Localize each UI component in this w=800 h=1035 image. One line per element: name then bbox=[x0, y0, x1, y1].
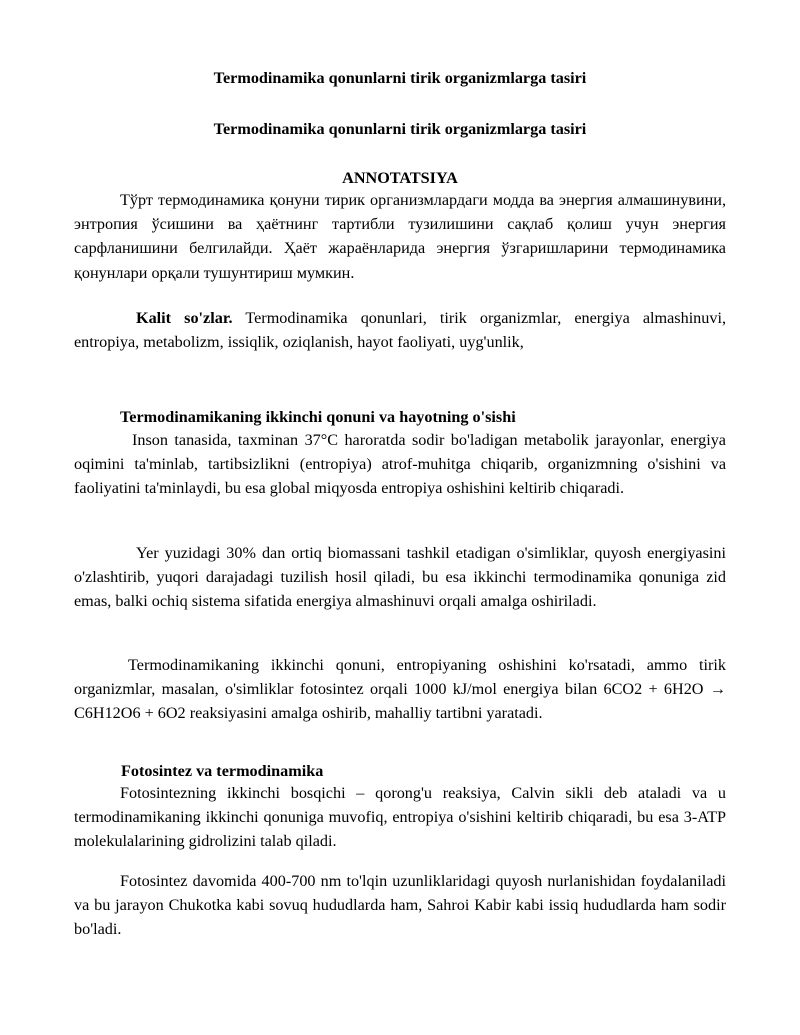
section-2-paragraph-2: Fotosintez davomida 400-700 nm to'lqin uzunliklaridagi quyosh nurlanishidan foydalaniladi va bu jarayon Chukotka kabi sovuq hududlarda ham, Sahroi Kabir kabi issiq hududlarda ham sodir bo'ladi. bbox=[74, 872, 726, 939]
keywords-label: Kalit so'zlar. bbox=[136, 309, 233, 327]
annotation-paragraph: Тўрт термодинамика қонуни тирик организмлардаги модда ва энергия алмашинувини, энтропия ўсишини ва ҳаётнинг тартибли тузилишини сақлаб қолиш учун энергия сарфланишини белгилайди. Ҳаёт жараёнларида энергия ўзгаришларини термодинамика қонунлари орқали тушунтириш мумкин. bbox=[74, 191, 726, 282]
section-1-paragraph-3: Termodinamikaning ikkinchi qonuni, entropiyaning oshishini ko'rsatadi, ammo tirik organizmlar, masalan, o'simliklar fotosintez orqali 1000 kJ/mol energiya bilan 6CO2 + 6H2O → C6H12O6 + 6O2 reaksiyasini amalga oshirib, mahalliy tartibni yaratadi. bbox=[74, 656, 726, 723]
section-heading-second-law: Termodinamikaning ikkinchi qonuni va hayotning o'sishi bbox=[120, 408, 516, 426]
document-title: Termodinamika qonunlarni tirik organizmlarga tasiri bbox=[213, 69, 587, 87]
section-2-paragraph-1: Fotosintezning ikkinchi bosqichi – qorong'u reaksiya, Calvin sikli deb ataladi va u termodinamikaning ikkinchi qonuniga muvofiq, entropiya o'sishini keltirib chiqaradi, bu esa 3-ATP molekulalarining gidrolizini talab qiladi. bbox=[74, 784, 726, 851]
document-subtitle: Termodinamika qonunlarni tirik organizmlarga tasiri bbox=[213, 120, 587, 138]
section-1-paragraph-2: Yer yuzidagi 30% dan ortiq biomassani tashkil etadigan o'simliklar, quyosh energiyasini o'zlashtirib, yuqori darajadagi tuzilish hosil qiladi, bu esa ikkinchi termodinamika qonuniga zid emas, balki ochiq sistema sifatida energiya almashinuvi orqali amalga oshiriladi. bbox=[74, 544, 726, 611]
keywords-text: Termodinamika qonunlari, tirik organizmlar, energiya almashinuvi, entropiya, metabolizm, issiqlik, oziqlanish, hayot faoliyati, uyg'unlik, bbox=[74, 309, 727, 352]
keywords-paragraph bbox=[74, 306, 726, 354]
section-heading-photosynthesis: Fotosintez va termodinamika bbox=[121, 762, 324, 780]
annotation-heading: ANNOTATSIYA bbox=[342, 169, 458, 187]
section-1-paragraph-1: Inson tanasida, taxminan 37°C haroratda sodir bo'ladigan metabolik jarayonlar, energiya oqimini ta'minlab, tartibsizlikni (entropiya) atrof-muhitga chiqarib, organizmning o'sishini va faoliyatini ta'minlaydi, bu esa global miqyosda entropiya oshishini keltirib chiqaradi. bbox=[74, 431, 726, 498]
